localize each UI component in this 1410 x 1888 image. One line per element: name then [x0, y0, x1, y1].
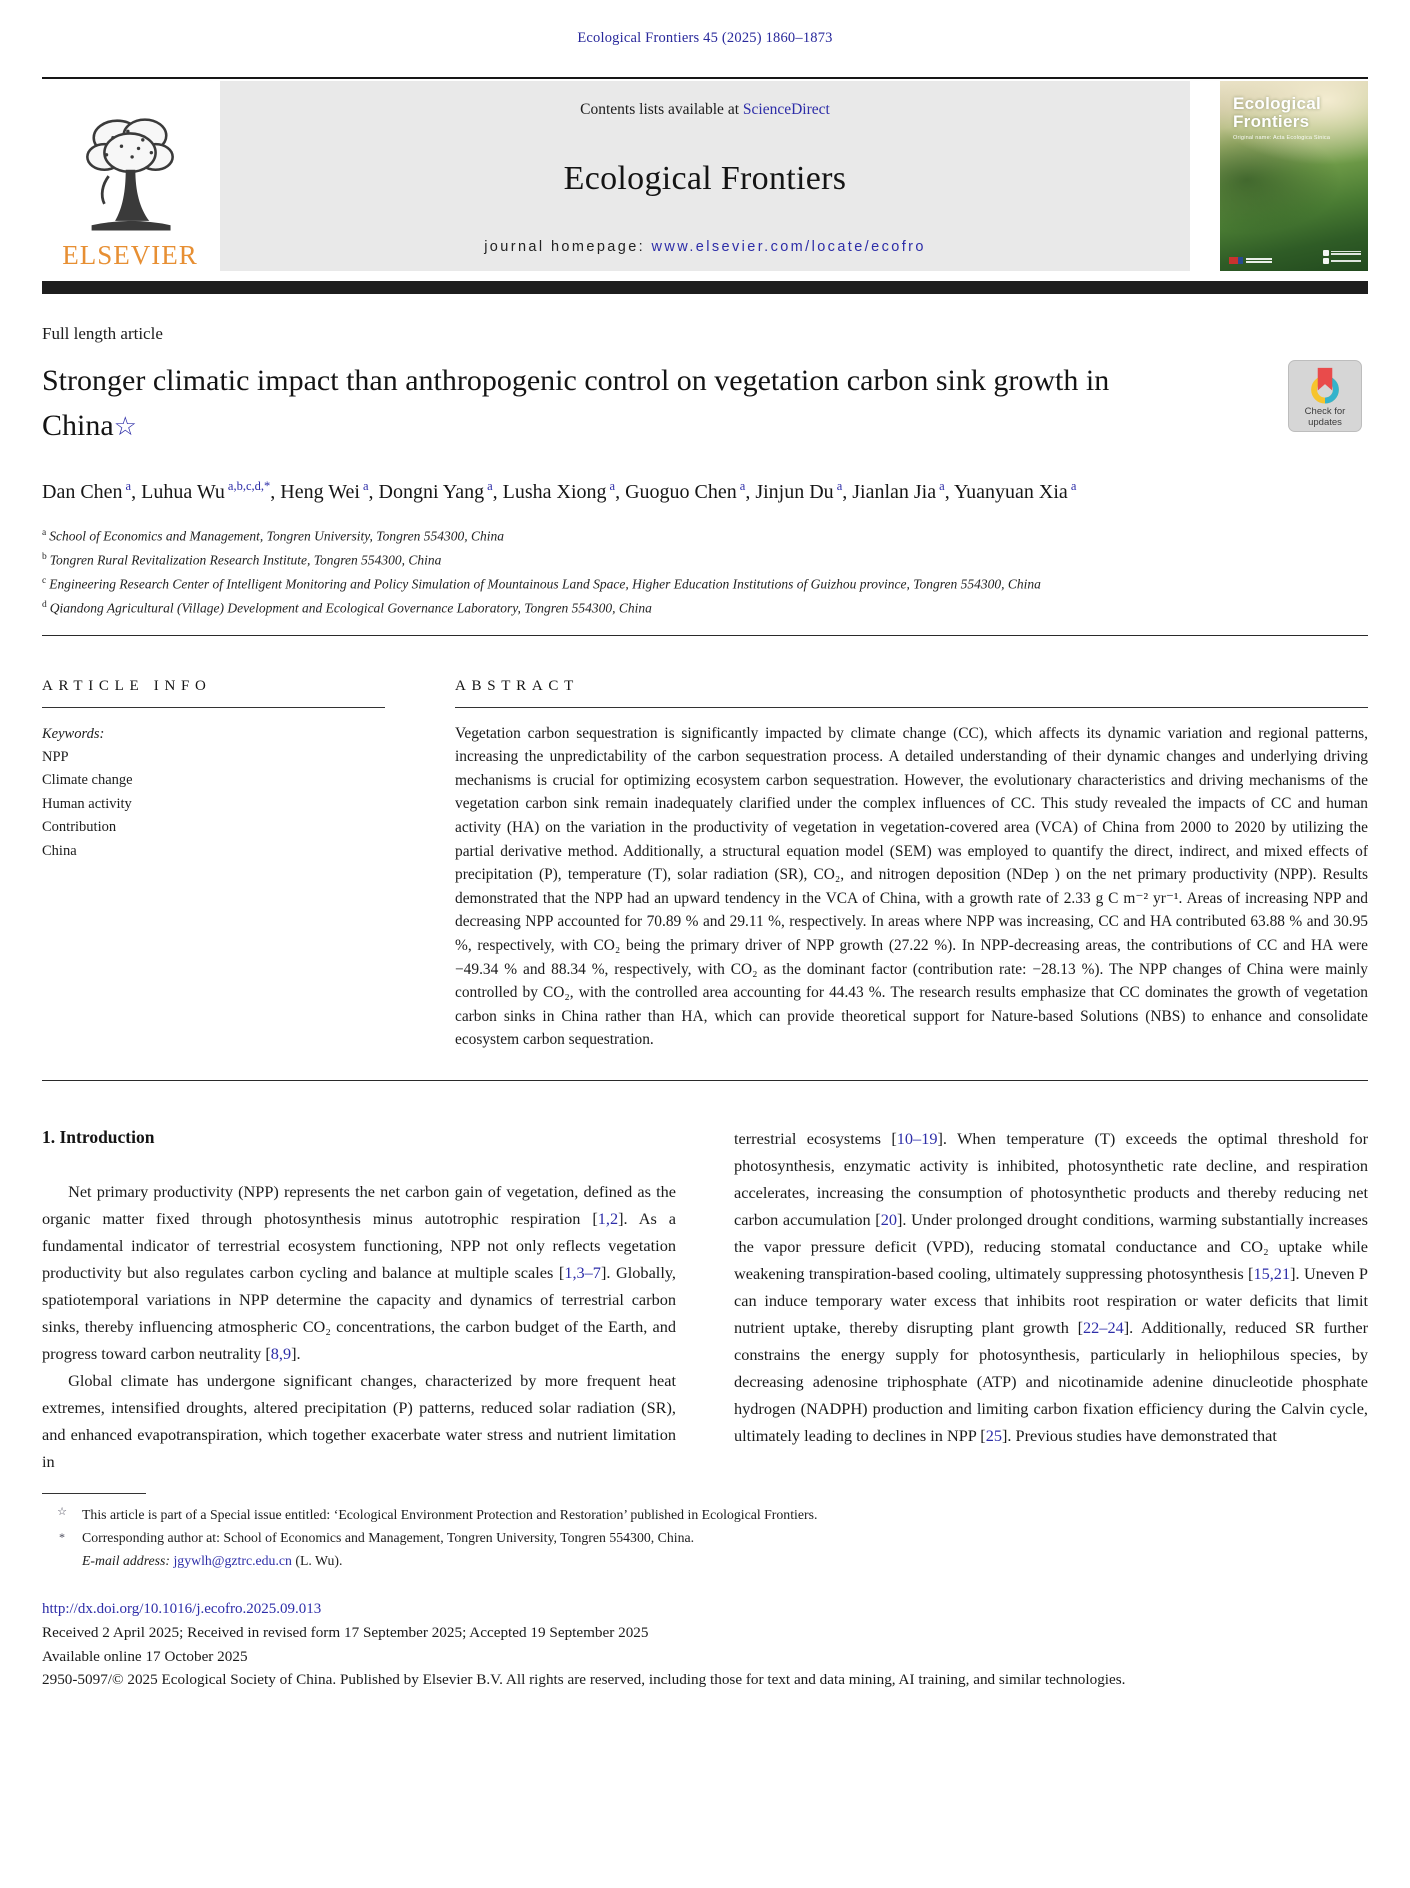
article-title: Stronger climatic impact than anthropogenic control on vegetation carbon sink growth in China☆ [42, 364, 1110, 442]
homepage-line [230, 239, 1180, 255]
affiliation-line: $^c$ Engineering Research Center of Intelligent Monitoring and Policy Simulation of Mountainous Land Space, Higher Education Institutions of Guizhou province, Tongren 554300, China [42, 575, 1041, 592]
email-label: E-mail address: [82, 1553, 171, 1569]
homepage-url-link[interactable]: www.elsevier.com/locate/ecofro [651, 239, 926, 255]
keyword: Human activity [42, 795, 132, 812]
citation-link[interactable]: 8,9 [270, 1343, 292, 1363]
author-affiliation-sup: a [609, 479, 616, 493]
author: Guoguo Chen $^a$, [625, 479, 756, 503]
journal-header-band [220, 81, 1190, 271]
affiliation-line: $^b$ Tongren Rural Revitalization Research Institute, Tongren 554300, China [42, 551, 442, 568]
author-affiliation-sup: a [362, 479, 369, 493]
introduction-section [42, 1125, 1368, 1475]
contents-line [230, 101, 1180, 119]
info-abstract-section [42, 636, 1368, 1052]
journal-banner [42, 81, 1368, 271]
citation-link[interactable]: 1,3–7 [564, 1262, 601, 1282]
author-affiliation-sup: a [939, 479, 945, 493]
citation-link[interactable]: 20 [880, 1209, 897, 1229]
authors-line [42, 469, 1242, 509]
elsevier-tree-icon [71, 110, 189, 238]
publication-block [42, 1598, 1368, 1692]
keyword: China [42, 842, 77, 859]
footnotes-block [42, 1493, 1368, 1572]
homepage-prefix: journal homepage: [484, 239, 652, 255]
citation-link[interactable]: 25 [985, 1425, 1002, 1445]
sciencedirect-link[interactable]: ScienceDirect [742, 101, 830, 118]
author-affiliation-sup: a,b,c,d,* [227, 479, 271, 493]
journal-citation[interactable]: Ecological Frontiers 45 (2025) 1860–1873 [577, 30, 833, 46]
cover-title: Ecological Frontiers [1233, 94, 1322, 131]
doi-line [42, 1598, 1368, 1621]
elsevier-wordmark: ELSEVIER [62, 240, 198, 270]
header-bottom-bar [42, 281, 1368, 294]
received-line: Received 2 April 2025; Received in revised form 17 September 2025; Accepted 19 September 2025 [42, 1624, 649, 1642]
author-affiliation-sup: a [1070, 479, 1077, 493]
special-issue-star-icon[interactable]: ☆ [113, 412, 137, 441]
email-suffix: (L. Wu). [291, 1553, 343, 1569]
keywords-list [42, 746, 385, 864]
author-affiliation-sup: a [487, 479, 493, 493]
crossmark-label: Check for updates [1304, 406, 1346, 428]
keyword: NPP [42, 748, 69, 765]
author: Heng Wei $^a$, [280, 479, 379, 503]
doi-link[interactable]: http://dx.doi.org/10.1016/j.ecofro.2025.09.013 [42, 1601, 322, 1618]
abstract-column [455, 678, 1368, 1052]
author: Lusha Xiong $^a$, [502, 479, 626, 503]
author: Dongni Yang $^a$, [378, 479, 503, 503]
title-row [42, 358, 1368, 449]
contents-prefix: Contents lists available at [580, 101, 743, 118]
article-info-heading: ARTICLE INFO [42, 678, 385, 708]
partner-logos [1323, 248, 1361, 264]
footnote-star-icon: ☆ [57, 1506, 67, 1519]
science-press-logo [1229, 257, 1272, 264]
abstract-heading: ABSTRACT [455, 678, 1368, 708]
email-link[interactable]: jgywlh@gztrc.edu.cn [173, 1553, 292, 1569]
author-affiliation-sup: a [125, 479, 132, 493]
intro-paragraph-3: terrestrial ecosystems [10–19]. When temperature (T) exceeds the optimal threshold for photosynthesis, enzymatic activity is inhibited, photosynthetic rate decline, and respiration accelerates, increasing the consumption of photosynthetic products and thereby reducing net carbon accumulation [20]. Under prolonged drought conditions, warming substantially increases the vapor pressure deficit (VPD), reducing stomatal conductance and CO₂ uptake while weakening transpiration-based cooling, ultimately suppressing photosynthesis [15,21]. Uneven P can induce temporary water excess that inhibits root respiration or water deficits that limit nutrient uptake, thereby disrupting plant growth [22–24]. Additionally, reduced SR further constrains the energy supply for photosynthesis, particularly in heliophilous species, by decreasing adenosine triphosphate (ATP) and nicotinamide adenine dinucleotide phosphate hydrogen (NADPH) production and limiting carbon fixation efficiency during the Calvin cycle, ultimately leading to declines in NPP [25]. Previous studies have demonstrated that [734, 1128, 1369, 1445]
citation-link[interactable]: 22–24 [1083, 1317, 1124, 1337]
corresponding-author-note [42, 1526, 1368, 1549]
copyright-line: 2950-5097/© 2025 Ecological Society of China. Published by Elsevier B.V. All rights are reserved, including those for text and data mining, AI training, and similar technologies. [42, 1671, 1126, 1689]
header-top-rule [42, 77, 1368, 79]
affiliations-list [42, 523, 1368, 619]
author-affiliation-sup: a [836, 479, 843, 493]
check-for-updates-badge[interactable] [1288, 360, 1362, 432]
cover-logos [1229, 248, 1361, 264]
author: Dan Chen $^a$, [42, 479, 142, 503]
keyword: Climate change [42, 772, 133, 789]
cover-text [1233, 95, 1360, 141]
elsevier-logo[interactable] [42, 81, 218, 271]
citation-link[interactable]: 15,21 [1253, 1263, 1291, 1283]
author: Jinjun Du $^a$, [755, 479, 853, 503]
author: Jianlan Jia $^a$, [852, 479, 954, 503]
asterisk-marker: * [59, 1530, 65, 1545]
abstract-text: Vegetation carbon sequestration is significantly impacted by climate change (CC), which affects its dynamic variation and regional patterns, increasing the unpredictability of the carbon sequestration process. A detailed understanding of their dynamic changes and underlying driving mechanisms is crucial for optimizing ecosystem carbon sequestration. However, the evolutionary characteristics and driving mechanisms of the vegetation carbon sink remain inadequately clarified under the complex influences of CC. This study revealed the impacts of CC and human activity (HA) on the variation in the productivity of vegetation in vegetation-covered area (VCA) of China from 2000 to 2020 by utilizing the partial derivative method. Additionally, a structural equation model (SEM) was employed to quantify the direct, indirect, and mixed effects of precipitation (P), temperature (T), solar radiation (SR), CO₂, and nitrogen deposition (NDep ) on the net primary productivity (NPP). Results demonstrated that the NPP had an upward tendency in the VCA of China, with a growth rate of 2.33 g C m⁻² yr⁻¹. Areas of increasing NPP and decreasing NPP accounted for 70.89 % and 29.11 %, respectively. In areas where NPP was increasing, CC and HA contributed 63.88 % and 30.95 %, respectively, with CO₂ being the primary driver of NPP growth (27.22 %). In NPP-decreasing areas, the contributions of CC and HA were −49.34 % and 88.34 %, respectively, with CO₂ as the dominant factor (contribution rate: −28.13 %). The NPP changes of China were mainly controlled by CO₂, with the controlled area accounting for 44.43 %. The research results emphasize that CC dominates the growth of vegetation carbon sinks in China rather than HA, which can provide theoretical support for Nature-based Solutions (NBS) to enhance and consolidate ecosystem carbon sequestration. [455, 724, 1368, 1049]
intro-right-column [734, 1125, 1368, 1475]
journal-title: Ecological Frontiers [563, 160, 847, 197]
author: Luhua Wu $^{a,b,c,d,*}$, [141, 479, 281, 503]
keyword: Contribution [42, 819, 117, 836]
special-issue-note [42, 1503, 1368, 1526]
email-note [82, 1549, 1368, 1572]
article-info-column [42, 678, 385, 1052]
affiliation-line: $^a$ School of Economics and Management, Tongren University, Tongren 554300, China [42, 527, 504, 544]
article-type-label: Full length article [42, 324, 163, 343]
intro-paragraph-2: Global climate has undergone significant changes, characterized by more frequent heat extremes, intensified droughts, altered precipitation (P) patterns, reduced solar radiation (SR), and enhanced evapotranspiration, which together exacerbate water stress and nutrient limitation in [42, 1370, 676, 1471]
citation-link[interactable]: 10–19 [896, 1128, 938, 1148]
author-affiliation-sup: a [739, 479, 746, 493]
section-divider-bottom [42, 1080, 1368, 1081]
crossmark-icon [1305, 366, 1345, 406]
intro-left-column [42, 1125, 676, 1475]
journal-cover-image[interactable] [1220, 81, 1368, 271]
corresponding-text: Corresponding author at: School of Economics and Management, Tongren University, Tongren 554300, China. [82, 1530, 695, 1546]
citation-link[interactable]: 1,2 [597, 1208, 619, 1228]
author: Yuanyuan Xia $^a$ [953, 479, 1077, 503]
intro-paragraph-1: Net primary productivity (NPP) represents the net carbon gain of vegetation, defined as the organic matter fixed through photosynthesis minus autotrophic respiration [1,2]. As a fundamental indicator of terrestrial ecosystem functioning, NPP not only reflects vegetation productivity but also regulates carbon cycling and balance at multiple scales [1,3–7]. Globally, spatiotemporal variations in NPP determine the capacity and dynamics of terrestrial carbon sinks, thereby influencing atmospheric CO₂ concentrations, the carbon budget of the Earth, and progress toward carbon neutrality [8,9]. [42, 1181, 676, 1363]
introduction-heading: 1. Introduction [42, 1126, 155, 1147]
footnote-rule [42, 1493, 146, 1494]
available-online-line: Available online 17 October 2025 [42, 1647, 248, 1665]
affiliation-line: $^d$ Qiandong Agricultural (Village) Development and Ecological Governance Laboratory, Tongren 554300, China [42, 599, 652, 616]
cover-subtitle: Original name: Acta Ecologica Sinica [1233, 135, 1331, 141]
keywords-label: Keywords: [42, 725, 105, 742]
special-issue-text: This article is part of a Special issue entitled: ‘Ecological Environment Protection and Restoration’ published in Ecological Frontiers. [82, 1507, 818, 1523]
